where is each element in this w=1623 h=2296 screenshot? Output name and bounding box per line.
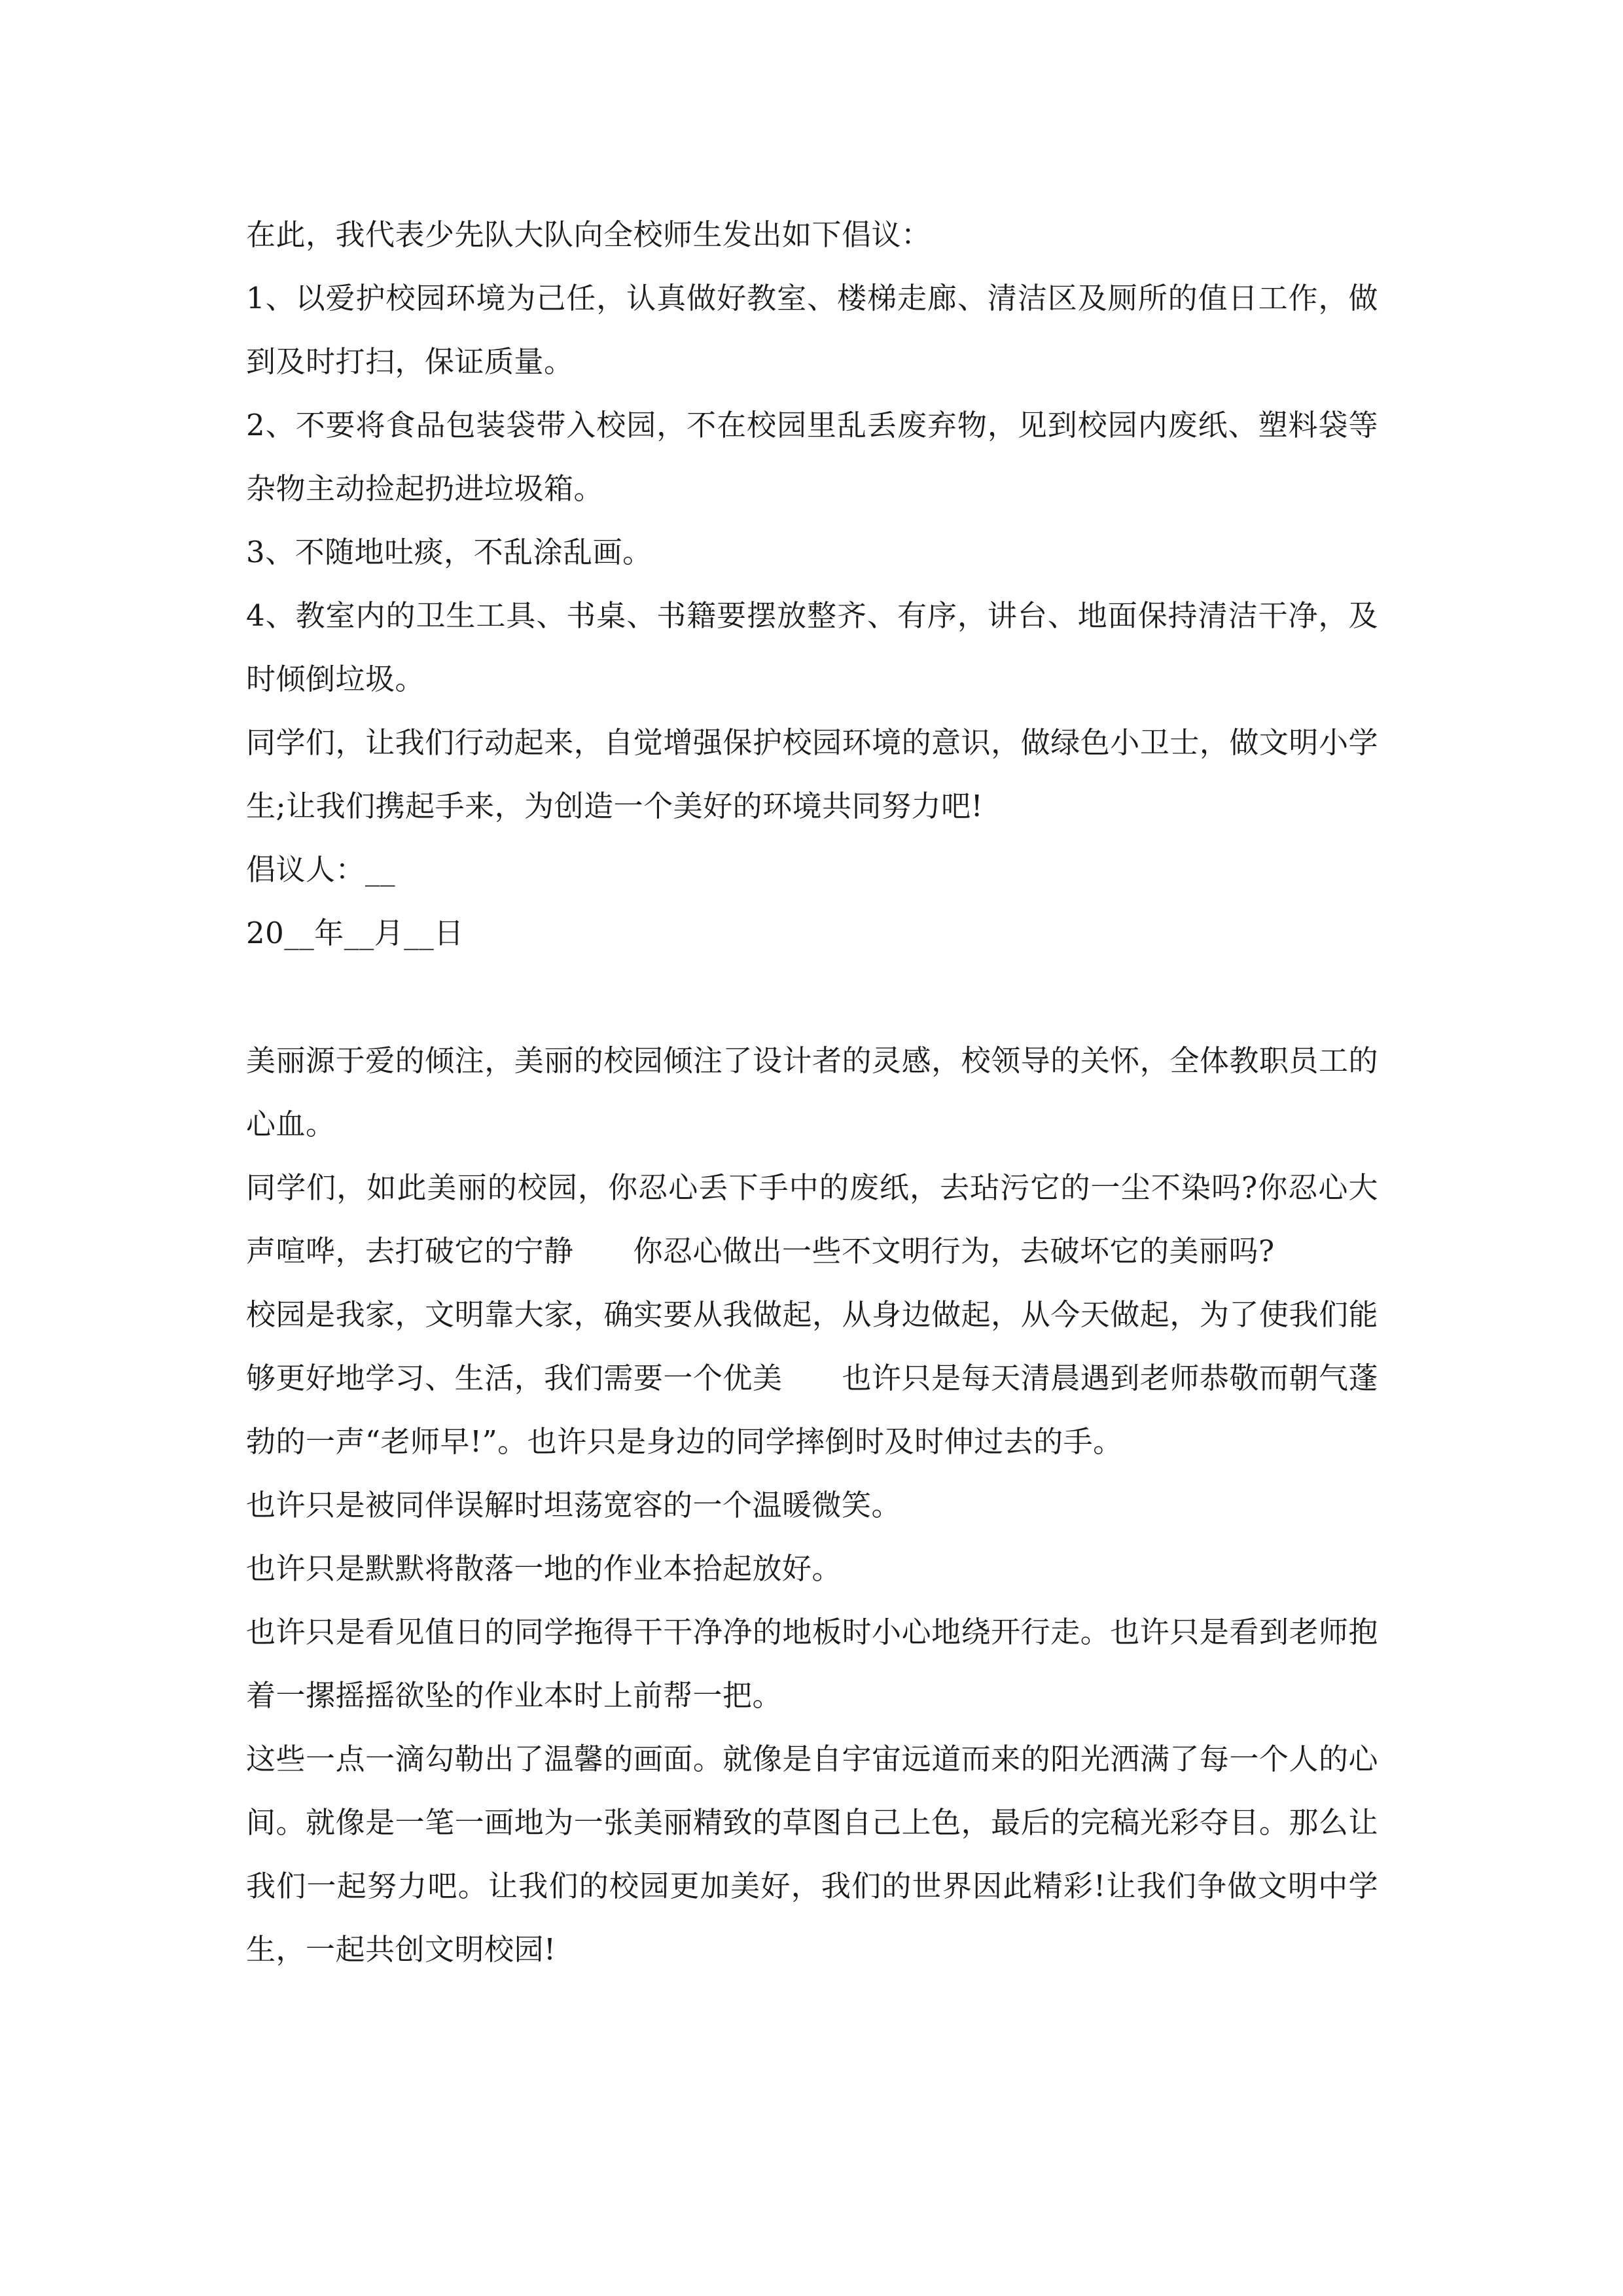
proposal-item-3: 3、不随地吐痰，不乱涂乱画。 <box>246 535 652 569</box>
proposal-call-to-action: 同学们，让我们行动起来，自觉增强保护校园环境的意识，做绿色小卫士，做文明小学生;让我们携起手来，为创造一个美好的环境共同努力吧! <box>246 725 1378 823</box>
proposal-signer: 倡议人：__ <box>246 852 396 887</box>
essay-paragraph: 也许只是被同伴误解时坦荡宽容的一个温暖微笑。 <box>246 1488 902 1522</box>
essay-paragraph: 美丽源于爱的倾注，美丽的校园倾注了设计者的灵感，校领导的关怀，全体教职员工的心血。 <box>246 1043 1378 1141</box>
proposal-item-1: 1、以爱护校园环境为己任，认真做好教室、楼梯走廊、清洁区及厕所的值日工作，做到及时打扫，保证质量。 <box>246 281 1378 379</box>
proposal-item-4: 4、教室内的卫生工具、书桌、书籍要摆放整齐、有序，讲台、地面保持清洁干净，及时倾倒垃圾。 <box>246 598 1378 696</box>
essay-paragraph: 这些一点一滴勾勒出了温馨的画面。就像是自宇宙远道而来的阳光洒满了每一个人的心间。就像是一笔一画地为一张美丽精致的草图自己上色，最后的完稿光彩夺目。那么让我们一起努力吧。让我们的校园更加美好，我们的世界因此精彩!让我们争做文明中学生，一起共创文明校园! <box>246 1742 1378 1967</box>
essay-paragraph: 也许只是默默将散落一地的作业本拾起放好。 <box>246 1551 842 1586</box>
essay-paragraph: 同学们，如此美丽的校园，你忍心丢下手中的废纸，去玷污它的一尘不染吗?你忍心大声喧哗，去打破它的宁静 你忍心做出一些不文明行为，去破坏它的美丽吗? <box>246 1170 1378 1268</box>
proposal-date: 20__年__月__日 <box>246 916 464 950</box>
essay-paragraph: 校园是我家，文明靠大家，确实要从我做起，从身边做起，从今天做起，为了使我们能够更好地学习、生活，我们需要一个优美 也许只是每天清晨遇到老师恭敬而朝气蓬勃的一声“老师早!”。也许只是身边的同学摔倒时及时伸过去的手。 <box>246 1297 1378 1459</box>
document-page <box>246 203 1378 1981</box>
proposal-intro: 在此，我代表少先队大队向全校师生发出如下倡议： <box>246 217 931 252</box>
section-divider-space <box>246 965 1378 1029</box>
proposal-item-2: 2、不要将食品包装袋带入校园，不在校园里乱丢废弃物，见到校园内废纸、塑料袋等杂物主动捡起扔进垃圾箱。 <box>246 408 1378 506</box>
essay-paragraph: 也许只是看见值日的同学拖得干干净净的地板时小心地绕开行走。也许只是看到老师抱着一摞摇摇欲坠的作业本时上前帮一把。 <box>246 1615 1378 1713</box>
